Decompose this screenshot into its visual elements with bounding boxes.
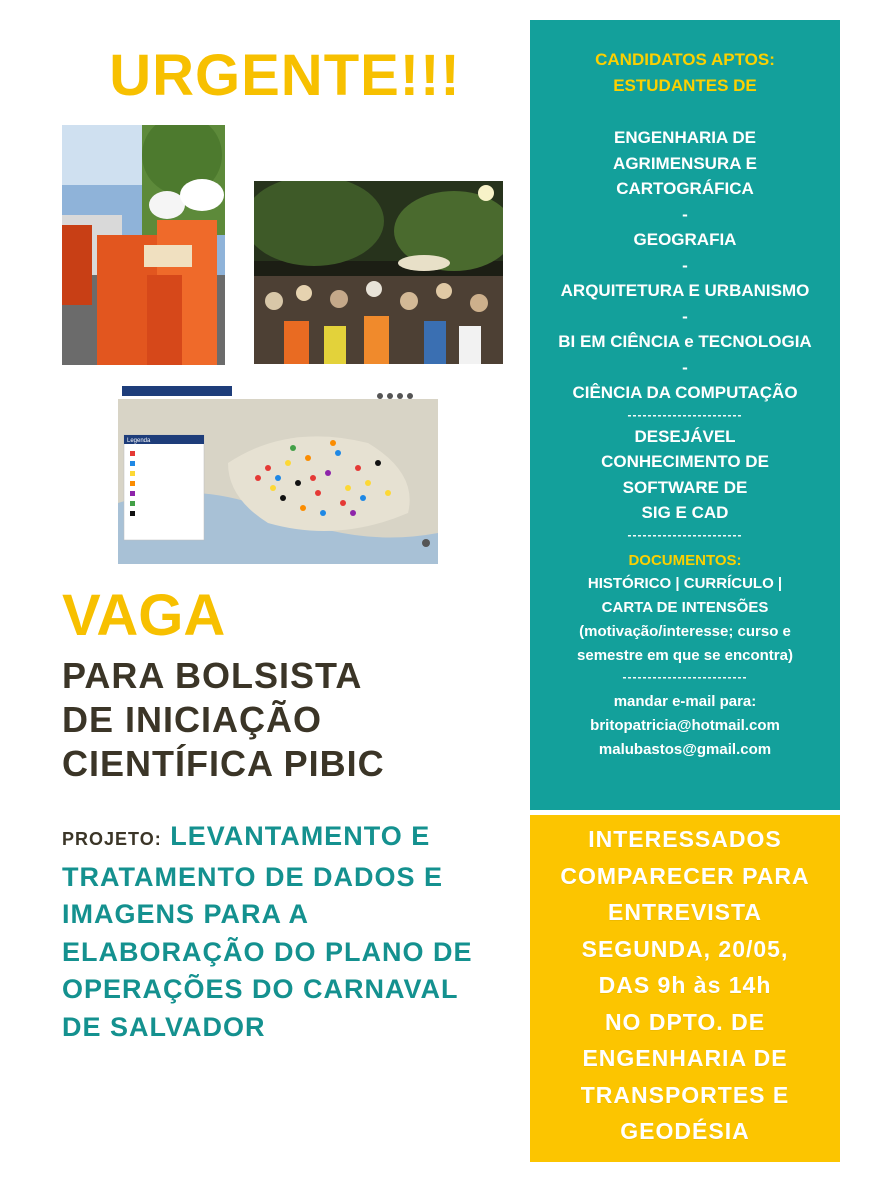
course-separator: - (682, 255, 688, 275)
bolsista-line: PARA BOLSISTA (62, 655, 363, 696)
course-line: CARTOGRÁFICA (616, 179, 754, 198)
interview-line: INTERESSADOS (588, 826, 782, 852)
desejavel-line: CONHECIMENTO DE (601, 452, 769, 471)
interview-panel (530, 815, 840, 1162)
course-separator: - (682, 357, 688, 377)
webgis-map-screenshot (118, 383, 438, 564)
bolsista-line: CIENTÍFICA PIBIC (62, 743, 385, 784)
desejavel-line: DESEJÁVEL (634, 426, 736, 446)
documentos-title: DOCUMENTOS: (628, 551, 742, 569)
interview-line: ENTREVISTA (608, 899, 762, 925)
course-line: AGRIMENSURA E (613, 153, 757, 173)
course-separator: - (682, 306, 688, 326)
interview-line: TRANSPORTES E (580, 1081, 790, 1108)
divider-dashes: ----------------------- (627, 527, 743, 542)
documentos-line: CARTA DE INTENSÕES (601, 598, 769, 616)
map-legend-title: Legenda (127, 438, 151, 444)
desejavel-block (530, 424, 840, 526)
email-link[interactable]: malubastos@gmail.com (598, 740, 772, 758)
bolsista-heading (62, 654, 502, 786)
divider-dashes: ------------------------- (622, 669, 748, 684)
interview-line: DAS 9h às 14h (598, 972, 772, 998)
candidates-panel (530, 20, 840, 810)
interview-line: COMPARECER PARA (560, 862, 810, 889)
projeto-description (62, 818, 502, 1046)
carnival-crowd-photo (254, 181, 503, 364)
documentos-line: (motivação/interesse; curso e (579, 622, 791, 640)
email-label: mandar e-mail para: (613, 692, 757, 710)
desejavel-line: SOFTWARE DE (622, 477, 748, 497)
candidates-header (530, 47, 840, 99)
headline: URGENTE!!! (109, 43, 461, 108)
documentos-list (530, 572, 840, 668)
interview-line: SEGUNDA, 20/05, (581, 935, 789, 962)
projeto-text: LEVANTAMENTO E TRATAMENTO DE DADOS E IMAGENS PARA A ELABORAÇÃO DO PLANO DE OPERAÇÕES DO CARNAVAL DE SALVADOR (62, 821, 473, 1042)
vaga-title: VAGA (62, 583, 226, 648)
interview-text (530, 821, 840, 1150)
desejavel-line: SIG E CAD (641, 503, 729, 522)
course-separator: - (682, 204, 688, 224)
firefighter-team-photo (62, 125, 225, 365)
course-item (530, 125, 840, 202)
documentos-line: HISTÓRICO | CURRÍCULO | (587, 574, 783, 592)
course-item: GEOGRAFIA (633, 230, 737, 249)
candidates-header-line: CANDIDATOS APTOS: (595, 50, 775, 69)
divider-dashes: ----------------------- (627, 407, 743, 422)
course-item: CIÊNCIA DA COMPUTAÇÃO (572, 383, 798, 402)
course-item: ARQUITETURA E URBANISMO (560, 281, 810, 300)
interview-line: ENGENHARIA DE (582, 1045, 788, 1071)
documentos-line: semestre em que se encontra) (577, 646, 793, 664)
bolsista-line: DE INICIAÇÃO (62, 699, 323, 740)
projeto-label: PROJETO: (62, 829, 162, 849)
email-link[interactable]: britopatricia@hotmail.com (590, 716, 780, 734)
course-item: BI EM CIÊNCIA e TECNOLOGIA (558, 332, 812, 351)
interview-line: NO DPTO. DE (604, 1008, 766, 1035)
interview-line: GEODÉSIA (620, 1118, 750, 1144)
candidates-header-line: ESTUDANTES DE (613, 76, 757, 95)
course-line: ENGENHARIA DE (614, 128, 756, 147)
